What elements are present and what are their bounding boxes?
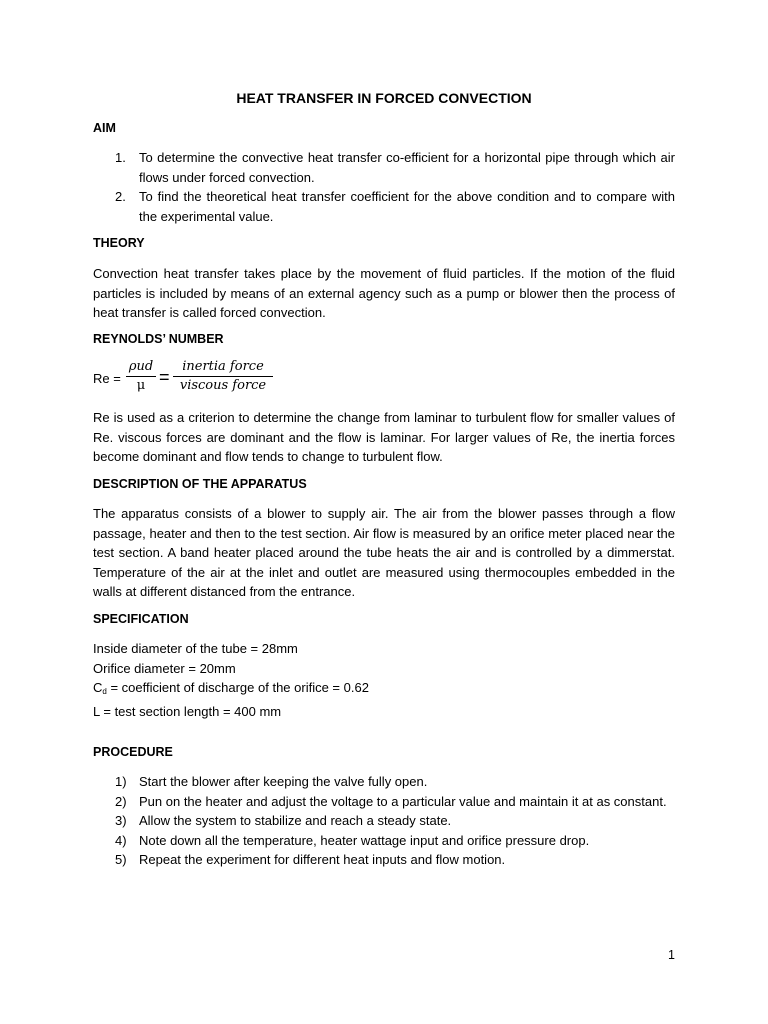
list-item-text: Allow the system to stabilize and reach a steady state. [139, 813, 452, 828]
list-item-text: Note down all the temperature, heater wattage input and orifice pressure drop. [139, 832, 590, 848]
list-number: 2. [115, 189, 126, 204]
specification-list [93, 639, 675, 721]
list-item [93, 850, 675, 870]
procedure-list [93, 772, 675, 870]
list-item [93, 148, 675, 187]
fraction-numerator: ρud [128, 359, 154, 374]
list-item-text: To find the theoretical heat transfer coefficient for the above condition and to compare with the experimental value. [139, 189, 675, 224]
aim-heading: AIM [93, 121, 116, 135]
aim-list [93, 148, 675, 226]
reynolds-heading: REYNOLDS’ NUMBER [93, 332, 224, 346]
fraction-density-velocity [126, 358, 156, 395]
fraction-numerator: inertia force [182, 359, 264, 374]
page-number: 1 [668, 948, 675, 962]
list-item [93, 811, 675, 831]
theory-heading: THEORY [93, 236, 145, 250]
page-title: HEAT TRANSFER IN FORCED CONVECTION [236, 90, 532, 106]
formula-equals: = [159, 367, 170, 387]
apparatus-heading: DESCRIPTION OF THE APPARATUS [93, 477, 307, 491]
spec-subscript: d [102, 687, 107, 696]
list-number: 1. [115, 150, 126, 165]
reynolds-formula [93, 358, 393, 402]
procedure-heading: PROCEDURE [93, 745, 173, 759]
list-item [93, 831, 675, 851]
list-item [93, 772, 675, 792]
formula-lhs: Re = [93, 371, 121, 386]
list-number: 3) [115, 813, 127, 828]
list-item [93, 792, 675, 812]
list-number: 1) [115, 774, 127, 789]
specification-heading: SPECIFICATION [93, 612, 189, 626]
theory-paragraph: Convection heat transfer takes place by the movement of fluid particles. If the motion of the fluid particles is included by means of an external agency such as a pump or blower then the process of heat transfer is called forced convection. [93, 266, 675, 320]
list-item-text: Start the blower after keeping the valve fully open. [139, 774, 428, 789]
list-number: 4) [115, 832, 127, 848]
spec-tube-diameter: Inside diameter of the tube = 28mm [93, 641, 298, 656]
spec-test-length: L = test section length = 400 mm [93, 703, 282, 719]
fraction-force-ratio [173, 358, 273, 395]
reynolds-paragraph: Re is used as a criterion to determine the change from laminar to turbulent flow for smaller values of Re. viscous forces are dominant and the flow is laminar. For larger values of Re, the inertia forces become dominant and flow tends to change to turbulent flow. [93, 410, 675, 464]
list-number: 5) [115, 852, 127, 867]
list-item [93, 187, 675, 226]
list-number: 2) [115, 793, 127, 809]
fraction-denominator: μ [126, 376, 156, 395]
spec-text: = coefficient of discharge of the orifice = 0.62 [106, 680, 369, 695]
apparatus-paragraph: The apparatus consists of a blower to supply air. The air from the blower passes through a flow passage, heater and then to the test section. Air flow is measured by an orifice meter placed near the test section. A band heater placed around the tube heats the air and is controlled by a dimmerstat. Temperature of the air at the inlet and outlet are measured using thermocouples embedded in the walls at different distanced from the entrance. [93, 506, 675, 599]
spec-orifice-diameter: Orifice diameter = 20mm [93, 660, 236, 676]
fraction-denominator: viscous force [173, 376, 273, 395]
spec-discharge-coefficient [93, 678, 675, 702]
list-item-text: Pun on the heater and adjust the voltage to a particular value and maintain it at as constant. [139, 793, 667, 809]
list-item-text: Repeat the experiment for different heat inputs and flow motion. [139, 852, 506, 867]
spec-symbol: C [93, 680, 103, 695]
list-item-text: To determine the convective heat transfer co-efficient for a horizontal pipe through which air flows under forced convection. [139, 150, 675, 185]
